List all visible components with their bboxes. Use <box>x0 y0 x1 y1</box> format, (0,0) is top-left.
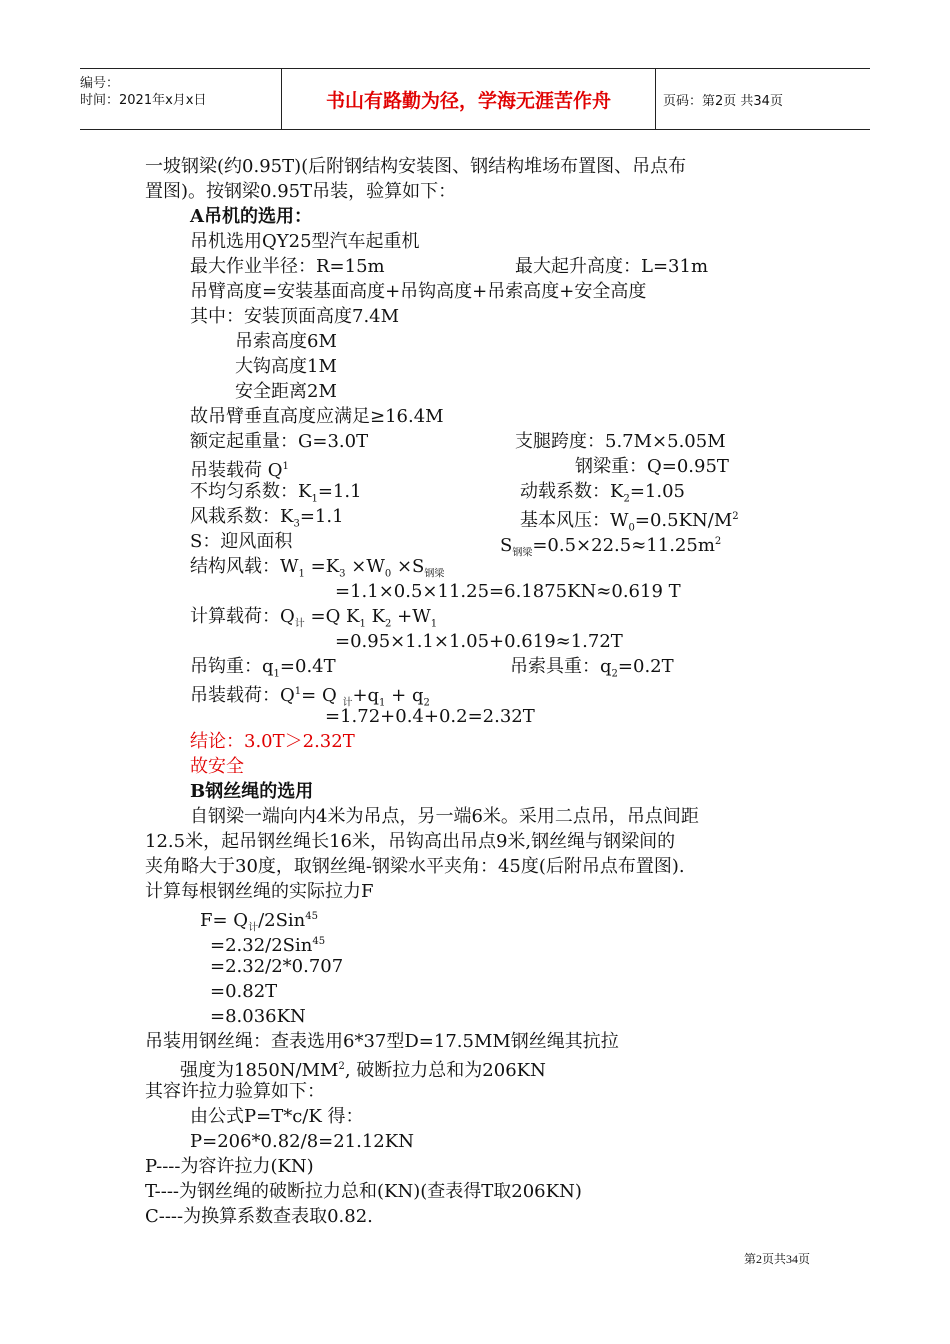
formula-line: $F= Q_计/2Sin^{45}$ <box>200 910 318 934</box>
text-line: 吊机选用QY25型汽车起重机 <box>190 231 420 252</box>
section-heading-b: B钢丝绳的选用 <box>190 781 314 802</box>
formula-line: =0.82T <box>210 981 278 1002</box>
text-line: S：迎风面积 <box>190 531 293 552</box>
formula-line: 吊装载荷：$Q^1= Q$ $_计+q_1 + q_2$ <box>190 685 430 709</box>
section-heading-a: A吊机的选用： <box>190 206 312 227</box>
text-line: 其中：安装顶面高度7.4M <box>190 306 400 327</box>
text-line: 由公式P=T*c/K 得： <box>190 1106 364 1127</box>
text-line: 风栽系数：$K_3=1.1$ <box>190 506 344 530</box>
text-line: 额定起重量：G=3.0T <box>190 431 369 452</box>
formula-line: =1.72+0.4+0.2=2.32T <box>325 706 535 727</box>
definition-line: C----为换算系数查表取0.82. <box>145 1206 373 1227</box>
text-line: 置图)。按钢梁0.95T吊装，验算如下： <box>145 181 457 202</box>
text-line: 大钩高度1M <box>235 356 337 377</box>
text-line: 自钢梁一端向内4米为吊点，另一端6米。采用二点吊，吊点间距 <box>190 806 699 827</box>
text-line: 故吊臂垂直高度应满足≥16.4M <box>190 406 444 427</box>
formula-line: 结构风载：$W_1 =K_3 \times W_0 \times S_{钢梁}$ <box>190 556 445 580</box>
text-line: 安全距离2M <box>235 381 337 402</box>
page-footer: 第2页共34页 <box>743 1252 810 1266</box>
text-line: 吊臂高度=安装基面高度+吊钩高度+吊索高度+安全高度 <box>190 281 647 302</box>
formula-line: =2.32/2*0.707 <box>210 956 344 977</box>
text-line: 计算每根钢丝绳的实际拉力F <box>145 881 374 902</box>
text-line: 吊钩重：$q_1=0.4T$ <box>190 656 336 680</box>
text-line: 吊索具重：$q_2=0.2T$ <box>510 656 674 680</box>
header-page-info: 页码：第2页 共34页 <box>663 93 783 109</box>
formula-line: P=206*0.82/8=21.12KN <box>190 1131 414 1152</box>
text-line: 支腿跨度：5.7M×5.05M <box>515 431 726 452</box>
text-line: 一坡钢梁(约0.95T)(后附钢结构安装图、钢结构堆场布置图、吊点布 <box>145 156 687 177</box>
text-line: 不均匀系数：$K_1=1.1$ <box>190 481 362 505</box>
formula-line: =2.32/2Sin$^{45}$ <box>210 935 326 956</box>
text-line: 吊装用钢丝绳：查表选用6*37型D=17.5MM钢丝绳其抗拉 <box>145 1031 619 1052</box>
text-line: 基本风压：$W_0=0.5KN/M^2$ <box>520 510 739 534</box>
page-header <box>80 68 870 130</box>
formula-line: =1.1×0.5×11.25=6.1875KN≈0.619 T <box>335 581 681 602</box>
formula-line: 计算载荷：$Q_计 =Q$ $K_1$ $K_2 +W_1$ <box>190 606 438 630</box>
text-line: 最大起升高度：L=31m <box>515 256 709 277</box>
header-id-label: 编号： <box>80 76 120 91</box>
text-line: 12.5米，起吊钢丝绳长16米，吊钩高出吊点9米,钢丝绳与钢梁间的 <box>145 831 676 852</box>
text-line: $S_{钢梁}=0.5\times 22.5\approx 11.25m^2$ <box>500 535 722 559</box>
definition-line: T----为钢丝绳的破断拉力总和(KN)(查表得T取206KN) <box>145 1181 582 1202</box>
header-date: 时间：2021年x月x日 <box>80 93 207 108</box>
text-line: 夹角略大于30度，取钢丝绳-钢梁水平夹角：45度(后附吊点布置图). <box>145 856 685 877</box>
header-meta <box>80 69 280 135</box>
text-line: 吊索高度6M <box>235 331 337 352</box>
formula-line: =0.95×1.1×1.05+0.619≈1.72T <box>335 631 623 652</box>
text-line: 强度为$1850N/MM^2$, 破断拉力总和为206KN <box>180 1060 546 1081</box>
text-line: 吊装载荷 $Q^1$ <box>190 460 289 481</box>
header-motto: 书山有路勤为径，学海无涯苦作舟 <box>281 69 656 129</box>
text-line: 其容许拉力验算如下： <box>145 1081 325 1102</box>
conclusion-safe: 故安全 <box>190 756 244 777</box>
text-line: 钢梁重：Q=0.95T <box>575 456 729 477</box>
text-line: 动载系数：$K_2=1.05$ <box>520 481 685 505</box>
definition-line: P----为容许拉力(KN) <box>145 1156 314 1177</box>
conclusion-text: 结论：3.0T＞2.32T <box>190 731 355 752</box>
text-line: 最大作业半径：R=15m <box>190 256 385 277</box>
formula-line: =8.036KN <box>210 1006 306 1027</box>
